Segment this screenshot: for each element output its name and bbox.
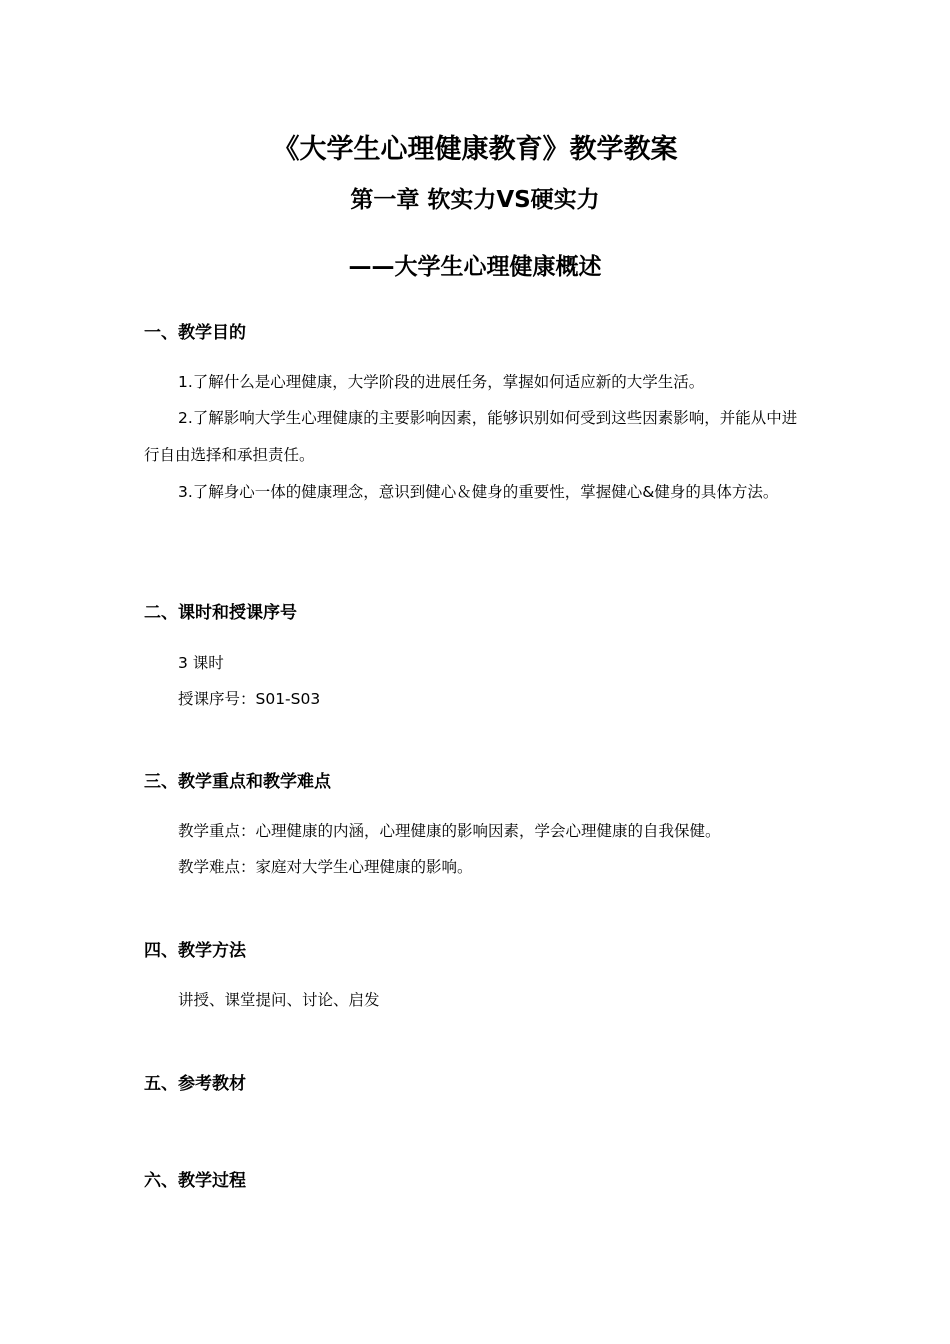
section-heading-process: 六、教学过程 (144, 1171, 246, 1191)
section-heading-methods: 四、教学方法 (144, 941, 246, 961)
objective-item-1: 1.了解什么是心理健康，大学阶段的进展任务，掌握如何适应新的大学生活。 (178, 373, 705, 391)
teaching-methods-text: 讲授、课堂提问、讨论、启发 (178, 991, 380, 1009)
difficult-point-text: 教学难点：家庭对大学生心理健康的影响。 (178, 858, 473, 876)
section-heading-key-points: 三、教学重点和教学难点 (144, 772, 331, 792)
chapter-subtitle: ——大学生心理健康概述 (348, 254, 602, 280)
objective-item-2: 2.了解影响大学生心理健康的主要影响因素，能够识别如何受到这些因素影响，并能从中进行自由选择和承担责任。 (144, 409, 798, 464)
chapter-title: 第一章 软实力VS硬实力 (350, 187, 600, 213)
key-point-text: 教学重点：心理健康的内涵，心理健康的影响因素，学会心理健康的自我保健。 (178, 822, 721, 840)
objective-item-3: 3.了解身心一体的健康理念，意识到健心＆健身的重要性，掌握健心&健身的具体方法。 (178, 483, 779, 501)
lesson-sequence-text: 授课序号：S01-S03 (178, 690, 321, 708)
section-heading-class-hours: 二、课时和授课序号 (144, 603, 297, 623)
class-hours-text: 3 课时 (178, 654, 224, 672)
section-heading-objectives: 一、教学目的 (144, 323, 246, 343)
main-title: 《大学生心理健康教育》教学教案 (272, 134, 678, 165)
section-heading-references: 五、参考教材 (144, 1074, 246, 1094)
